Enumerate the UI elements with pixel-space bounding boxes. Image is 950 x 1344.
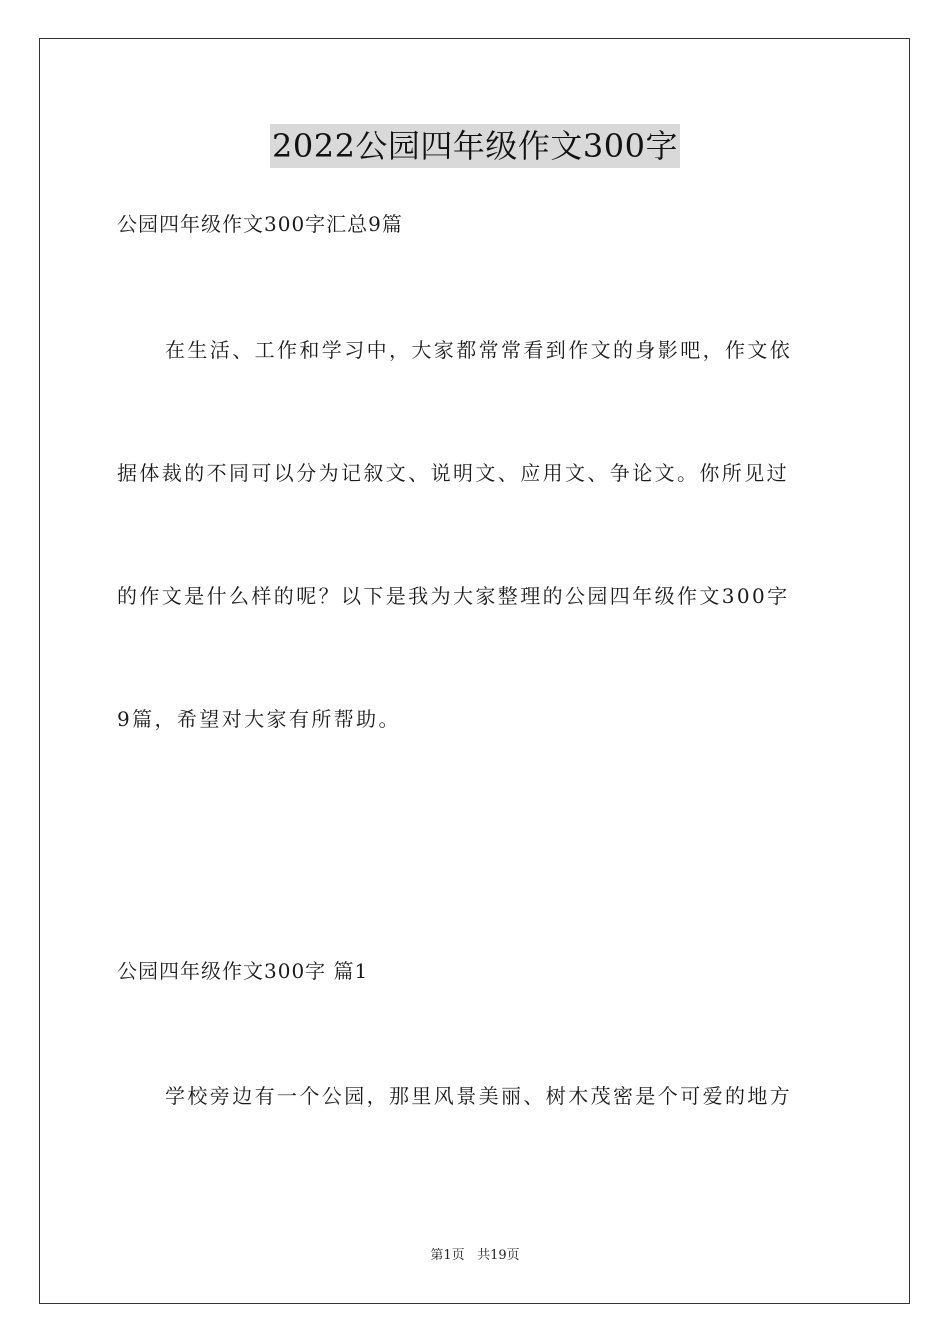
document-subtitle: 公园四年级作文300字汇总9篇: [117, 212, 403, 236]
section-heading: 公园四年级作文300字 篇1: [117, 959, 369, 983]
title-container: [0, 124, 950, 168]
section-line-1: 学校旁边有一个公园，那里风景美丽、树木茂密是个可爱的地方: [165, 1084, 793, 1108]
page-total: 共19页: [477, 1248, 520, 1263]
page-footer: [0, 1247, 950, 1265]
document-title: 2022公园四年级作文300字: [270, 124, 680, 168]
intro-line-1: 在生活、工作和学习中，大家都常常看到作文的身影吧，作文依: [165, 338, 793, 362]
intro-line-4: 9篇，希望对大家有所帮助。: [117, 707, 401, 731]
intro-line-3: 的作文是什么样的呢？以下是我为大家整理的公园四年级作文300字: [117, 584, 790, 608]
page-number: 第1页: [430, 1248, 465, 1263]
intro-line-2: 据体裁的不同可以分为记叙文、说明文、应用文、争论文。你所见过: [117, 461, 789, 485]
